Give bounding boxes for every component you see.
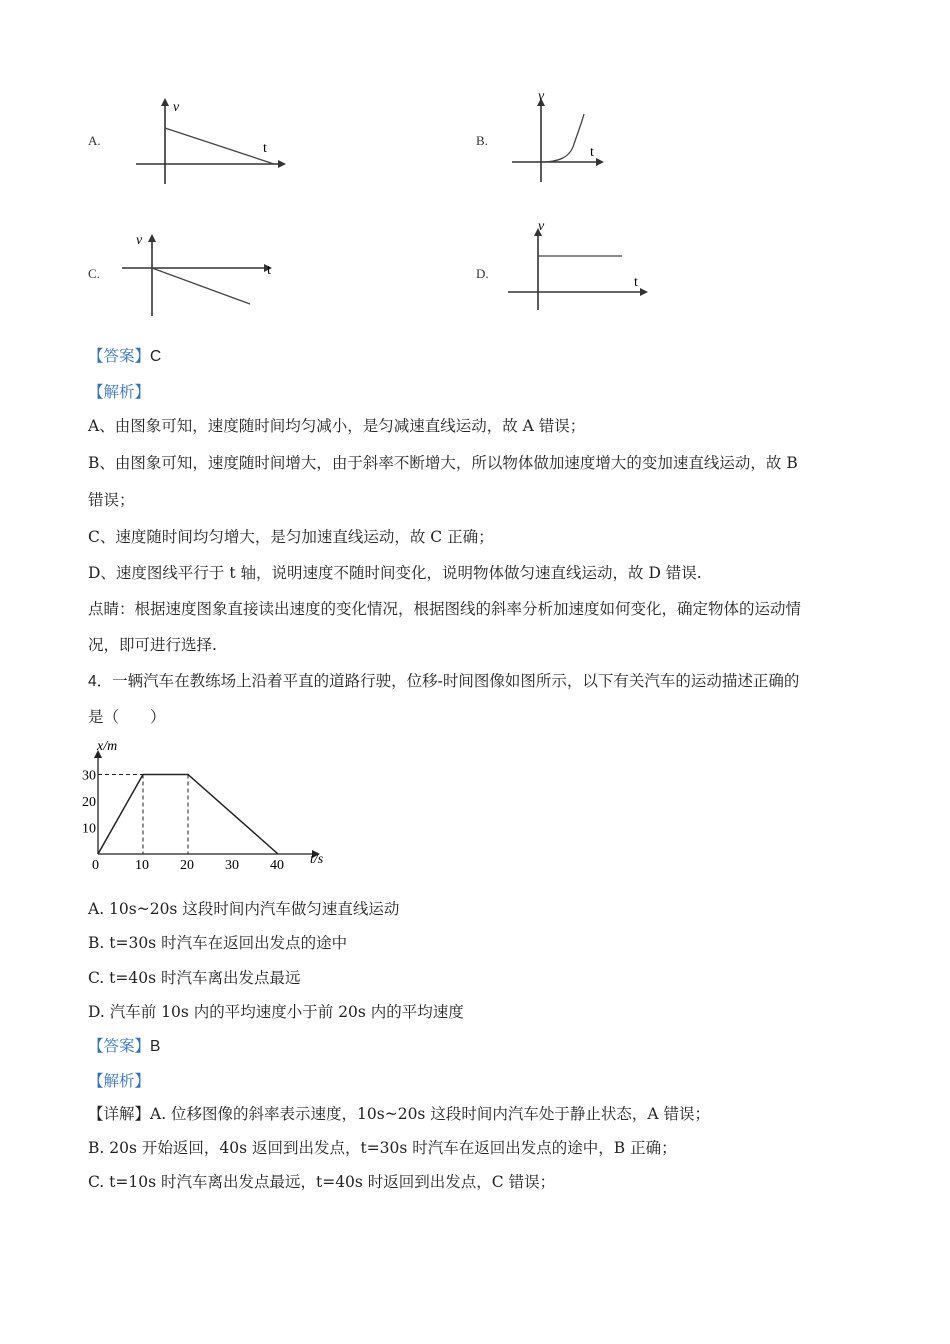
analysis-tag: 【解析】 xyxy=(88,1072,151,1090)
option-b-label: B. xyxy=(476,133,488,148)
q4-analysis-line: C. t=10s 时汽车离出发点最远，t=40s 时返回到出发点，C 错误； xyxy=(88,1173,556,1191)
analysis-line: 点睛：根据速度图象直接读出速度的变化情况，根据图线的斜率分析加速度如何变化，确定物体的运动情 xyxy=(88,600,802,618)
answer-value: C xyxy=(150,348,162,365)
analysis-line: C、速度随时间均匀增大，是匀加速直线运动，故 C 正确； xyxy=(88,528,494,546)
question-stem-line1: ．一辆汽车在教练场上沿着平直的道路行驶，位移-时间图像如图所示，以下有关汽车的运动描述正确的 xyxy=(96,672,800,690)
analysis-line: D、速度图线平行于 t 轴，说明速度不随时间变化，说明物体做匀速直线运动，故 D 错误. xyxy=(88,564,702,582)
option-a-t-label: t xyxy=(263,141,267,156)
question-stem-line2: 是（ ） xyxy=(88,708,166,726)
option-a-label: A. xyxy=(88,133,101,148)
option-c-graph xyxy=(118,228,283,320)
analysis-tag: 【解析】 xyxy=(88,383,151,401)
q4-option-d: D. 汽车前 10s 内的平均速度小于前 20s 内的平均速度 xyxy=(88,1003,464,1021)
analysis-line: 错误； xyxy=(88,491,135,509)
q4-option-a: A. 10s~20s 这段时间内汽车做匀速直线运动 xyxy=(88,900,400,918)
prev-answer xyxy=(88,345,161,368)
chart-y-label: x/m xyxy=(97,739,118,754)
option-c-v-label: v xyxy=(136,233,143,248)
x-tick-label: 40 xyxy=(270,858,284,873)
option-c-t-label: t xyxy=(267,263,271,278)
y-tick-label: 20 xyxy=(82,795,96,810)
y-tick-label: 10 xyxy=(82,821,96,837)
q4-option-c: C. t=40s 时汽车离出发点最远 xyxy=(88,969,301,987)
option-c-label: C. xyxy=(88,266,100,281)
option-d-graph xyxy=(506,214,656,314)
option-a-line xyxy=(165,128,274,164)
x-tick-label: 10 xyxy=(135,858,149,873)
option-a-v-label: v xyxy=(173,100,180,115)
option-b-v-label: v xyxy=(538,89,545,104)
answer-tag: 【答案】 xyxy=(88,1037,151,1055)
question-4-stem xyxy=(88,670,799,693)
option-b-graph xyxy=(508,86,608,186)
x-tick-label: 0 xyxy=(92,858,99,873)
option-c-line xyxy=(152,268,250,304)
chart-x-label: t/s xyxy=(310,852,324,867)
y-tick-label: 30 xyxy=(82,768,96,784)
question-number: 4 xyxy=(88,673,97,690)
option-d-label: D. xyxy=(476,266,489,281)
series-line xyxy=(98,775,278,855)
xt-chart xyxy=(84,736,344,871)
q4-analysis-line: 【详解】A. 位移图像的斜率表示速度，10s~20s 这段时间内汽车处于静止状态，A 错误； xyxy=(88,1105,710,1123)
x-tick-label: 30 xyxy=(225,858,239,873)
answer-tag: 【答案】 xyxy=(88,347,151,365)
q4-answer xyxy=(88,1035,160,1058)
option-d-v-label: v xyxy=(538,219,545,234)
answer-value: B xyxy=(150,1038,161,1055)
q4-analysis-line: B. 20s 开始返回，40s 返回到出发点，t=30s 时汽车在返回出发点的途中，B 正确； xyxy=(88,1139,677,1157)
analysis-line: 况，即可进行选择. xyxy=(88,636,217,654)
x-tick-label: 20 xyxy=(180,858,194,873)
option-d-t-label: t xyxy=(634,275,638,290)
option-b-t-label: t xyxy=(590,145,594,160)
q4-option-b: B. t=30s 时汽车在返回出发点的途中 xyxy=(88,934,348,952)
option-a-graph xyxy=(128,92,288,187)
analysis-line: B、由图象可知，速度随时间增大，由于斜率不断增大，所以物体做加速度增大的变加速直线运动，故 B xyxy=(88,454,798,472)
option-b-curve xyxy=(541,114,584,162)
analysis-line: A、由图象可知，速度随时间均匀减小，是匀减速直线运动，故 A 错误； xyxy=(88,417,586,435)
